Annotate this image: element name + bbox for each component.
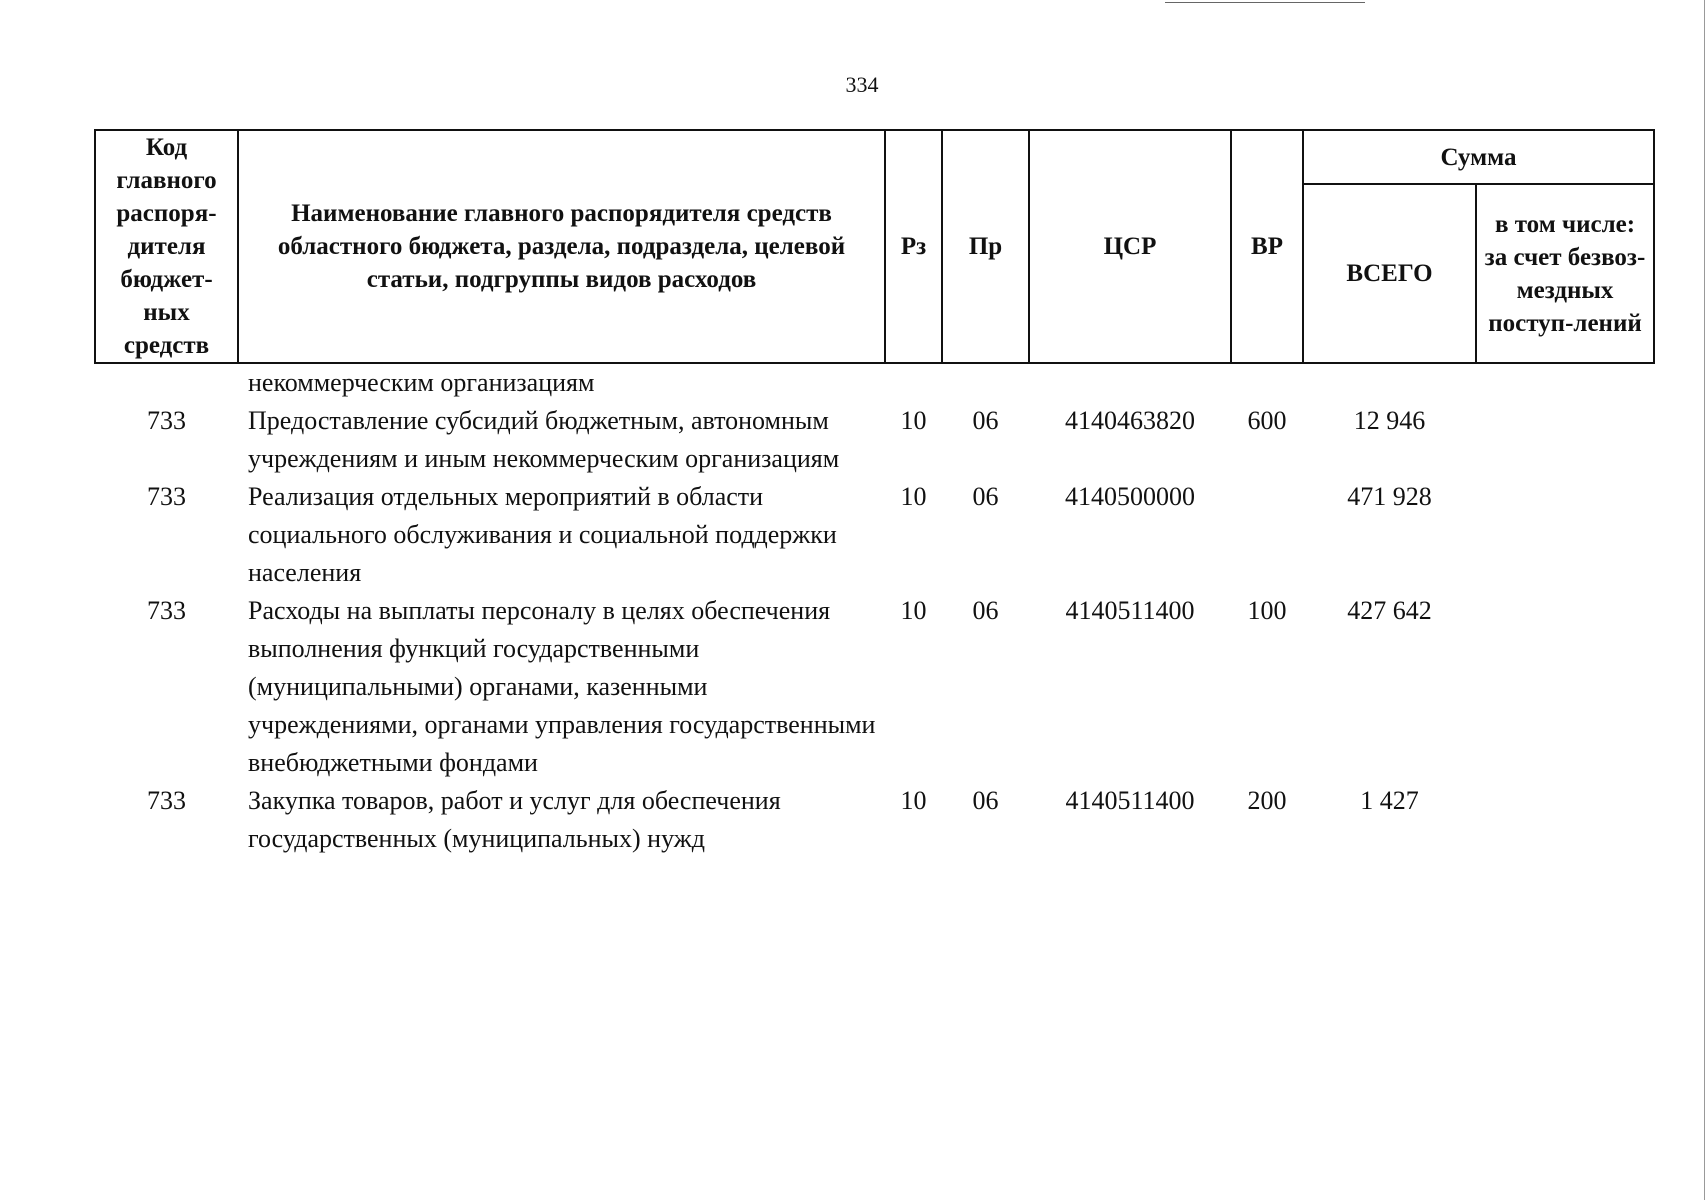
cell-pr: 06 bbox=[972, 482, 999, 511]
scan-right-edge bbox=[1704, 0, 1705, 1200]
header-row-1 bbox=[95, 130, 1654, 184]
cell-vr: 100 bbox=[1247, 596, 1287, 625]
cell-name: Закупка товаров, работ и услуг для обеспечения государственных (муниципальных) нужд bbox=[248, 786, 781, 853]
cell-csr: 4140511400 bbox=[1065, 596, 1195, 625]
cell-rz bbox=[885, 363, 942, 402]
cell-pr: 06 bbox=[972, 406, 999, 435]
cell-total: 471 928 bbox=[1347, 482, 1432, 511]
cell-code bbox=[95, 363, 238, 402]
cell-pr bbox=[942, 363, 1029, 402]
cell-code: 733 bbox=[147, 596, 186, 625]
header-sum: Сумма bbox=[1303, 130, 1654, 184]
table-body bbox=[95, 363, 1654, 858]
cell-free bbox=[1476, 592, 1654, 782]
cell-free bbox=[1476, 782, 1654, 858]
header-total: ВСЕГО bbox=[1303, 184, 1476, 363]
table-row bbox=[95, 402, 1654, 478]
cell-total bbox=[1303, 363, 1476, 402]
header-rz: Рз bbox=[885, 130, 942, 363]
cell-rz: 10 bbox=[900, 406, 927, 435]
cell-name: Реализация отдельных мероприятий в области социального обслуживания и социальной поддержки населения bbox=[248, 482, 837, 587]
cell-free bbox=[1476, 402, 1654, 478]
table-row-continuation bbox=[95, 363, 1654, 402]
cell-name: некоммерческим организациям bbox=[248, 368, 595, 397]
cell-total: 427 642 bbox=[1347, 596, 1432, 625]
header-free: в том числе: за счет безвоз-мездных поступ-лений bbox=[1476, 184, 1654, 363]
table-row bbox=[95, 478, 1654, 592]
cell-name: Расходы на выплаты персоналу в целях обеспечения выполнения функций государственными (муниципальными) органами, казенными учреждениями, органами управления государственными внебюджетными фондами bbox=[248, 596, 876, 777]
cell-csr: 4140511400 bbox=[1065, 786, 1195, 815]
cell-free bbox=[1476, 478, 1654, 592]
table-row bbox=[95, 592, 1654, 782]
cell-code: 733 bbox=[147, 406, 186, 435]
cell-pr: 06 bbox=[972, 786, 999, 815]
cell-rz: 10 bbox=[900, 786, 927, 815]
cell-rz: 10 bbox=[900, 596, 927, 625]
cell-free bbox=[1476, 363, 1654, 402]
cell-vr: 200 bbox=[1247, 786, 1287, 815]
header-vr: ВР bbox=[1231, 130, 1303, 363]
table-header bbox=[95, 130, 1654, 363]
cell-total: 12 946 bbox=[1353, 406, 1426, 435]
budget-table bbox=[94, 129, 1655, 858]
table-row bbox=[95, 782, 1654, 858]
cell-code: 733 bbox=[147, 786, 186, 815]
cell-code: 733 bbox=[147, 482, 186, 511]
page-number: 334 bbox=[845, 72, 879, 97]
cell-pr: 06 bbox=[972, 596, 999, 625]
header-name: Наименование главного распорядителя средств областного бюджета, раздела, подраздела, целевой статьи, подгруппы видов расходов bbox=[238, 130, 885, 363]
cell-name: Предоставление субсидий бюджетным, автономным учреждениям и иным некоммерческим организациям bbox=[248, 406, 840, 473]
header-code: Код главного распоря-дителя бюджет-ных средств bbox=[95, 130, 238, 363]
cell-vr bbox=[1231, 478, 1303, 592]
cell-rz: 10 bbox=[900, 482, 927, 511]
cell-csr: 4140463820 bbox=[1065, 406, 1195, 435]
cell-csr bbox=[1029, 363, 1231, 402]
cell-vr bbox=[1231, 363, 1303, 402]
cell-total: 1 427 bbox=[1360, 786, 1419, 815]
scan-top-rule bbox=[1165, 2, 1365, 3]
header-pr: Пр bbox=[942, 130, 1029, 363]
cell-vr: 600 bbox=[1247, 406, 1287, 435]
cell-csr: 4140500000 bbox=[1065, 482, 1195, 511]
header-csr: ЦСР bbox=[1029, 130, 1231, 363]
